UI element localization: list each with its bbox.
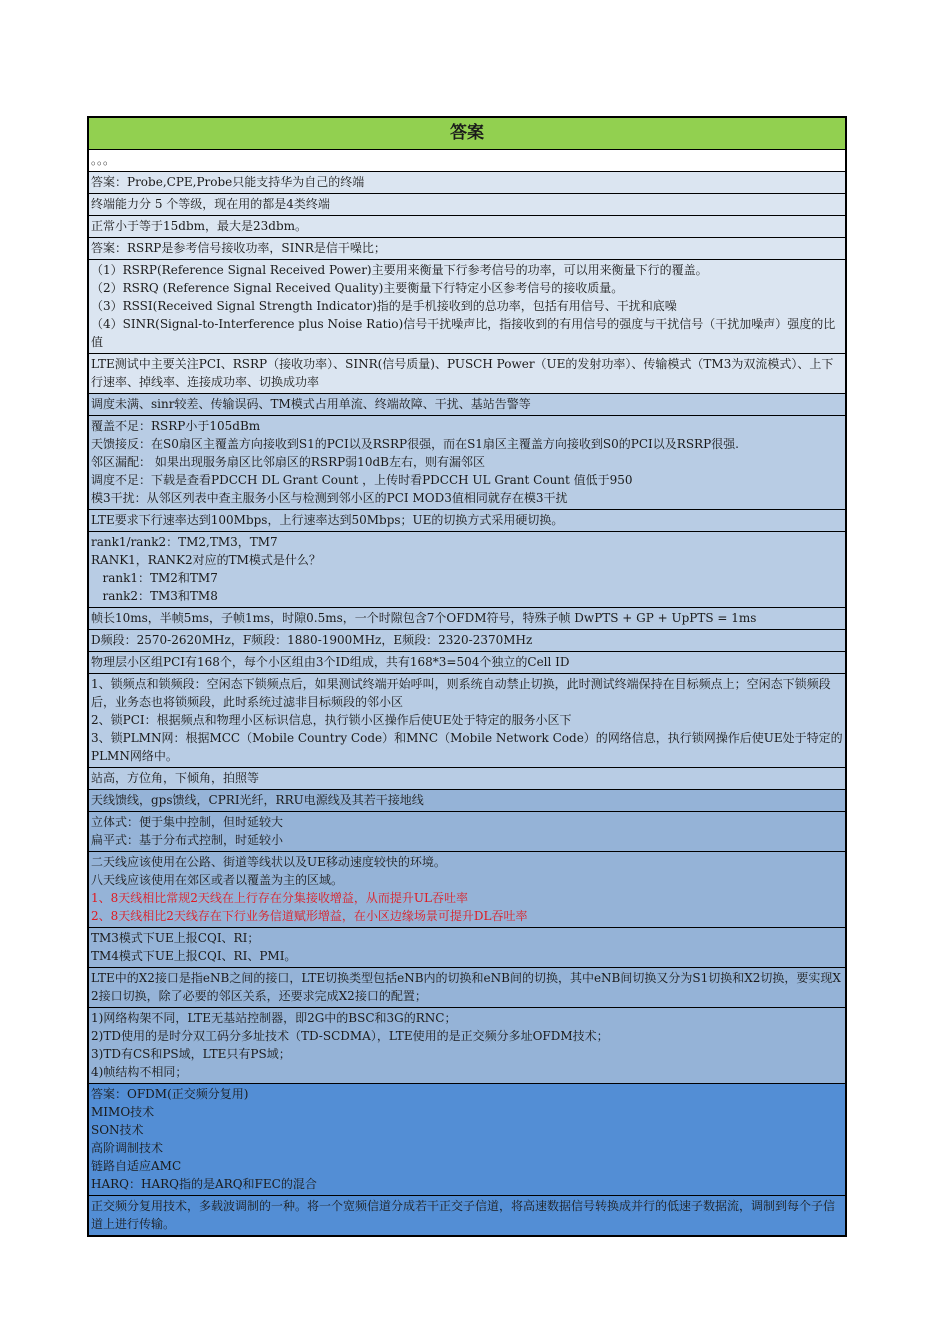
answer-row bbox=[89, 674, 845, 768]
answer-row bbox=[89, 790, 845, 812]
answer-row bbox=[89, 394, 845, 416]
answer-row bbox=[89, 216, 845, 238]
answer-line: 调度未满、sinr较差、传输误码、TM模式占用单流、终端故障、干扰、基站告警等 bbox=[91, 397, 531, 411]
answer-line: rank1：TM2和TM7 bbox=[91, 571, 218, 585]
answer-line: rank1/rank2：TM2,TM3，TM7 bbox=[91, 535, 278, 549]
answer-line: 扁平式：基于分布式控制，时延较小 bbox=[91, 833, 284, 847]
answer-line: 物理层小区组PCI有168个，每个小区组由3个ID组成，共有168*3=504个独立的Cell ID bbox=[91, 655, 570, 669]
answer-line: 模3干扰：从邻区列表中查主服务小区与检测到邻小区的PCI MOD3值相同就存在模3干扰 bbox=[91, 491, 568, 505]
answer-row bbox=[89, 238, 845, 260]
answer-row bbox=[89, 1084, 845, 1196]
answer-row bbox=[89, 652, 845, 674]
answer-line: 调度不足：下载是查看PDCCH DL Grant Count ，上传时看PDCCH UL Grant Count 值低于950 bbox=[91, 473, 633, 487]
answer-line: 2)TD使用的是时分双工码分多址技术（TD-SCDMA），LTE使用的是正交频分多址OFDM技术； bbox=[91, 1029, 609, 1043]
answer-line: 1、锁频点和锁频段：空闲态下锁频点后，如果测试终端开始呼叫，则系统自动禁止切换，此时测试终端保持在目标频点上；空闲态下锁频段后，业务态也将锁频段，此时系统过滤非目标频段的邻小区 bbox=[91, 677, 831, 709]
answer-row bbox=[89, 630, 845, 652]
answer-line: 答案：RSRP是参考信号接收功率，SINR是信干噪比； bbox=[91, 241, 386, 255]
answer-line: 二天线应该使用在公路、街道等线状以及UE移动速度较快的环境。 bbox=[91, 855, 446, 869]
answer-line: 2、8天线相比2天线存在下行业务信道赋形增益，在小区边缘场景可提升DL吞吐率 bbox=[91, 909, 528, 923]
answer-line: （2）RSRQ (Reference Signal Received Quality)主要衡量下行特定小区参考信号的接收质量。 bbox=[91, 281, 624, 295]
answer-line: SON技术 bbox=[91, 1123, 144, 1137]
answer-line: 答案：OFDM(正交频分复用) bbox=[91, 1087, 249, 1101]
answer-line: 3)TD有CS和PS域，LTE只有PS域； bbox=[91, 1047, 291, 1061]
answer-line: LTE要求下行速率达到100Mbps，上行速率达到50Mbps；UE的切换方式采用硬切换。 bbox=[91, 513, 564, 527]
answer-table bbox=[87, 116, 847, 1237]
answer-line: 4)帧结构不相同； bbox=[91, 1065, 188, 1079]
answer-row bbox=[89, 812, 845, 852]
answer-line: LTE中的X2接口是指eNB之间的接口，LTE切换类型包括eNB内的切换和eNB间的切换，其中eNB间切换又分为S1切换和X2切换，要实现X2接口切换，除了必要的邻区关系，还要求完成X2接口的配置； bbox=[91, 971, 841, 1003]
answer-row bbox=[89, 532, 845, 608]
answer-line: 1、8天线相比常规2天线在上行存在分集接收增益，从而提升UL吞吐率 bbox=[91, 891, 468, 905]
answer-row bbox=[89, 852, 845, 928]
answer-line: 正常小于等于15dbm，最大是23dbm。 bbox=[91, 219, 308, 233]
answer-rows bbox=[89, 150, 845, 1235]
answer-line: TM4模式下UE上报CQI、RI、PMI。 bbox=[91, 949, 297, 963]
answer-line: 站高，方位角，下倾角，拍照等 bbox=[91, 771, 260, 785]
answer-line: 3、锁PLMN网：根据MCC（Mobile Country Code）和MNC（Mobile Network Code）的网络信息，执行锁网操作后使UE处于特定的PLMN网络中。 bbox=[91, 731, 843, 763]
answer-line: 邻区漏配： 如果出现服务扇区比邻扇区的RSRP弱10dB左右，则有漏邻区 bbox=[91, 455, 485, 469]
answer-line: D频段：2570-2620MHz，F频段：1880-1900MHz，E频段：2320-2370MHz bbox=[91, 633, 533, 647]
answer-line: rank2：TM3和TM8 bbox=[91, 589, 218, 603]
answer-line: （3）RSSI(Received Signal Strength Indicator)指的是手机接收到的总功率，包括有用信号、干扰和底噪 bbox=[91, 299, 677, 313]
answer-line: 答案：Probe,CPE,Probe只能支持华为自己的终端 bbox=[91, 175, 365, 189]
answer-line: （1）RSRP(Reference Signal Received Power)主要用来衡量下行参考信号的功率，可以用来衡量下行的覆盖。 bbox=[91, 263, 708, 277]
table-header: 答案 bbox=[89, 118, 845, 150]
answer-line: 高阶调制技术 bbox=[91, 1141, 164, 1155]
answer-line: 链路自适应AMC bbox=[91, 1159, 182, 1173]
answer-line: （4）SINR(Signal-to-Interference plus Noise Ratio)信号干扰噪声比，指接收到的有用信号的强度与干扰信号（干扰加噪声）强度的比值 bbox=[91, 317, 836, 349]
answer-row bbox=[89, 260, 845, 354]
answer-row bbox=[89, 968, 845, 1008]
answer-row bbox=[89, 1196, 845, 1235]
answer-line: 覆盖不足：RSRP小于105dBm bbox=[91, 419, 261, 433]
answer-line: 天馈接反：在S0扇区主覆盖方向接收到S1的PCI以及RSRP很强，而在S1扇区主覆盖方向接收到S0的PCI以及RSRP很强. bbox=[91, 437, 739, 451]
answer-line: 。。。 bbox=[91, 153, 116, 167]
answer-line: 立体式：便于集中控制，但时延较大 bbox=[91, 815, 284, 829]
answer-line: 终端能力分 5 个等级，现在用的都是4类终端 bbox=[91, 197, 330, 211]
answer-row bbox=[89, 354, 845, 394]
answer-line: 天线馈线，gps馈线，CPRI光纤，RRU电源线及其若干接地线 bbox=[91, 793, 424, 807]
answer-line: TM3模式下UE上报CQI、RI； bbox=[91, 931, 260, 945]
answer-line: MIMO技术 bbox=[91, 1105, 155, 1119]
answer-row bbox=[89, 608, 845, 630]
answer-line: LTE测试中主要关注PCI、RSRP（接收功率）、SINR(信号质量)、PUSCH Power（UE的发射功率）、传输模式（TM3为双流模式）、上下行速率、掉线率、连接成功率、切换成功率 bbox=[91, 357, 834, 389]
answer-line: 正交频分复用技术，多载波调制的一种。将一个宽频信道分成若干正交子信道，将高速数据信号转换成并行的低速子数据流，调制到每个子信道上进行传输。 bbox=[91, 1199, 836, 1231]
answer-row bbox=[89, 416, 845, 510]
answer-row bbox=[89, 928, 845, 968]
answer-row bbox=[89, 150, 845, 172]
answer-line: 帧长10ms，半帧5ms，子帧1ms，时隙0.5ms，一个时隙包含7个OFDM符号，特殊子帧 DwPTS + GP + UpPTS = 1ms bbox=[91, 611, 757, 625]
answer-row bbox=[89, 194, 845, 216]
answer-row bbox=[89, 510, 845, 532]
answer-row bbox=[89, 1008, 845, 1084]
answer-line: 1)网络构架不同，LTE无基站控制器，即2G中的BSC和3G的RNC； bbox=[91, 1011, 457, 1025]
answer-row bbox=[89, 172, 845, 194]
answer-line: 2、锁PCI：根据频点和物理小区标识信息，执行锁小区操作后使UE处于特定的服务小区下 bbox=[91, 713, 572, 727]
answer-line: 八天线应该使用在郊区或者以覆盖为主的区域。 bbox=[91, 873, 344, 887]
answer-row bbox=[89, 768, 845, 790]
answer-line: RANK1，RANK2对应的TM模式是什么？ bbox=[91, 553, 321, 567]
answer-line: HARQ：HARQ指的是ARQ和FEC的混合 bbox=[91, 1177, 317, 1191]
